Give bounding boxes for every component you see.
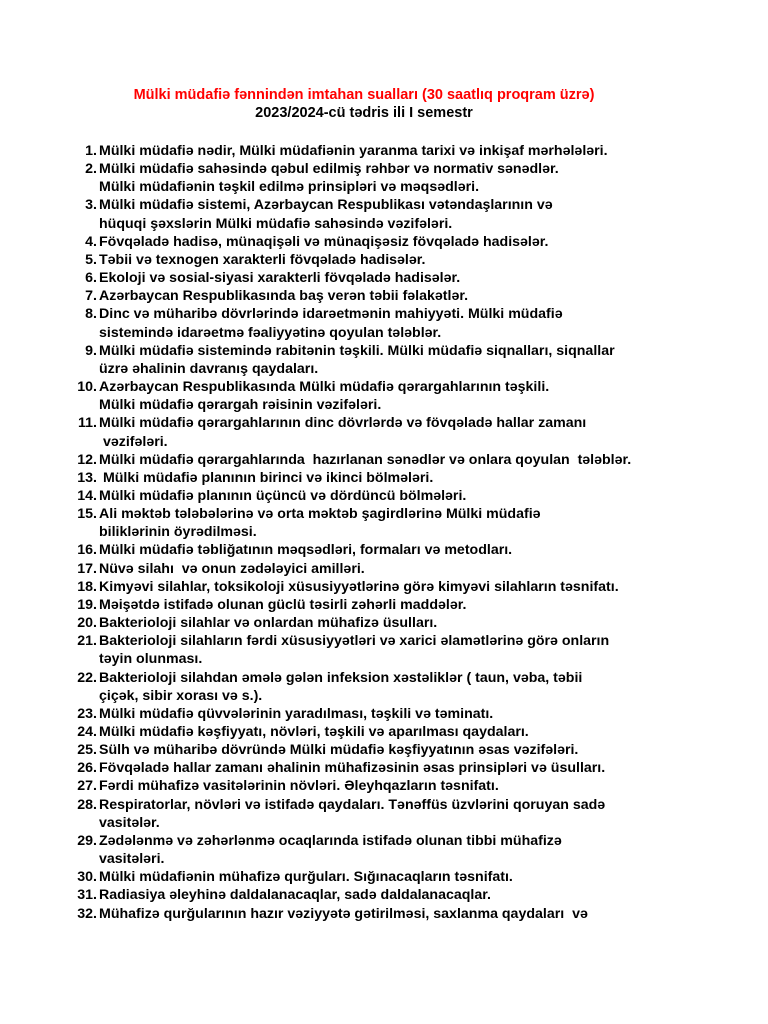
question-text-line: vasitələr. <box>99 814 160 831</box>
question-text-line: hüquqi şəxslərin Mülki müdafiə sahəsində vəzifələri. <box>99 215 453 232</box>
question-number: 14. <box>77 487 97 504</box>
question-text <box>99 669 720 705</box>
question-text <box>99 541 720 559</box>
question-number: 1. <box>85 143 97 159</box>
question-text-line: biliklərinin öyrədilməsi. <box>99 524 257 541</box>
question-item <box>60 469 720 487</box>
question-number: 8. <box>85 306 97 323</box>
question-text-line: Azərbaycan Respublikasında Mülki müdafiə qərargahlarının təşkili. <box>99 379 550 396</box>
question-number: 31. <box>77 887 97 904</box>
question-text <box>99 578 720 596</box>
question-text-line: Nüvə silahı və onun zədələyici amilləri. <box>99 560 365 577</box>
question-item <box>60 669 720 705</box>
question-item <box>60 505 720 541</box>
question-text-line: Sülh və müharibə dövründə Mülki müdafiə kəşfiyyatının əsas vəzifələri. <box>99 742 579 759</box>
question-text-line: vasitələri. <box>99 851 165 868</box>
question-item <box>60 614 720 632</box>
question-text-line: Respiratorlar, növləri və istifadə qaydaları. Tənəffüs üzvlərini qoruyan sadə <box>99 796 606 813</box>
question-item <box>60 233 720 251</box>
question-number: 16. <box>77 542 97 559</box>
question-text <box>99 705 720 723</box>
question-number: 13. <box>77 469 97 486</box>
question-item <box>60 868 720 886</box>
question-number: 26. <box>77 760 97 777</box>
question-text-line: Mülki müdafiə qüvvələrinin yaradılması, təşkili və təminatı. <box>99 705 494 722</box>
question-text <box>99 251 720 269</box>
question-number: 15. <box>77 506 97 523</box>
question-item <box>60 142 720 160</box>
question-number: 5. <box>85 251 97 268</box>
question-text <box>99 741 720 759</box>
question-text <box>99 560 720 578</box>
question-text <box>99 287 720 305</box>
question-text-line: üzrə əhalinin davranış qaydaları. <box>99 360 319 377</box>
question-text-line: Mülki müdafiə təbliğatının məqsədləri, formaları və metodları. <box>99 542 513 559</box>
question-text-line: Mülki müdafiə qərargah rəisinin vəzifələri. <box>99 397 382 414</box>
question-item <box>60 269 720 287</box>
question-text <box>99 233 720 251</box>
question-number: 4. <box>85 233 97 250</box>
question-text-line: Radiasiya əleyhinə daldalanacaqlar, sadə daldalanacaqlar. <box>99 887 491 904</box>
question-item <box>60 342 720 378</box>
question-text <box>99 886 720 904</box>
question-text-line: Məişətdə istifadə olunan güclü təsirli zəhərli maddələr. <box>99 596 467 613</box>
question-number: 30. <box>77 869 97 886</box>
question-text-line: Mülki müdafiə sistemində rabitənin təşkili. Mülki müdafiə siqnalları, siqnallar <box>99 342 615 359</box>
question-text-line: Kimyəvi silahlar, toksikoloji xüsusiyyətlərinə görə kimyəvi silahların təsnifatı. <box>99 578 619 595</box>
question-text-line: Bakterioloji silahlar və onlardan mühafizə üsulları. <box>99 615 438 632</box>
question-number: 6. <box>85 270 97 287</box>
question-number: 23. <box>77 705 97 722</box>
question-text-line: Mülki müdafiə sahəsində qəbul edilmiş rəhbər və normativ sənədlər. <box>99 161 559 178</box>
question-item <box>60 196 720 232</box>
question-text <box>99 632 720 668</box>
question-item <box>60 832 720 868</box>
question-text <box>99 905 720 923</box>
question-item <box>60 487 720 505</box>
question-item <box>60 632 720 668</box>
question-text <box>99 269 720 287</box>
question-number: 21. <box>77 633 97 650</box>
question-item <box>60 251 720 269</box>
question-number: 9. <box>85 342 97 359</box>
document-title: Mülki müdafiə fənnindən imtahan sualları (30 saatlıq proqram üzrə) <box>133 87 595 103</box>
document-subtitle: 2023/2024-cü tədris ili I semestr <box>255 105 473 121</box>
question-text <box>99 414 720 450</box>
question-text-line: Dinc və müharibə dövrlərində idarəetmənin mahiyyəti. Mülki müdafiə <box>99 306 563 323</box>
question-text-line: Mülki müdafiənin mühafizə qurğuları. Sığınacaqların təsnifatı. <box>99 869 513 886</box>
question-text <box>99 777 720 795</box>
question-text <box>99 469 720 487</box>
question-number: 17. <box>77 560 97 577</box>
question-text <box>99 832 720 868</box>
question-number: 24. <box>77 724 97 740</box>
question-number: 29. <box>77 832 97 849</box>
question-text <box>99 868 720 886</box>
question-text-line: vəzifələri. <box>99 433 168 450</box>
question-item <box>60 705 720 723</box>
question-item <box>60 560 720 578</box>
question-number: 19. <box>77 596 97 613</box>
question-item <box>60 796 720 832</box>
question-text-line: Mülki müdafiə planının üçüncü və dördüncü bölmələri. <box>99 487 467 504</box>
question-text-line: sistemində idarəetmə fəaliyyətinə qoyulan tələblər. <box>99 324 442 341</box>
question-text <box>99 342 720 378</box>
question-text-line: Mülki müdafiənin təşkil edilmə prinsipləri və məqsədləri. <box>99 179 480 196</box>
question-item <box>60 741 720 759</box>
question-text-line: Mülki müdafiə sistemi, Azərbaycan Respublikası vətəndaşlarının və <box>99 197 553 214</box>
question-text-line: Təbii və texnogen xarakterli fövqəladə hadisələr. <box>99 251 426 268</box>
question-text-line: Mülki müdafiə kəşfiyyatı, növləri, təşkili və aparılması qaydaları. <box>99 724 529 740</box>
question-number: 27. <box>77 778 97 795</box>
question-item <box>60 541 720 559</box>
question-item <box>60 287 720 305</box>
question-text <box>99 505 720 541</box>
question-text-line: Fövqəladə hadisə, münaqişəli və münaqişəsiz fövqəladə hadisələr. <box>99 233 549 250</box>
question-number: 2. <box>85 161 97 178</box>
question-text-line: Fərdi mühafizə vasitələrinin növləri. Əleyhqazların təsnifatı. <box>99 778 499 795</box>
question-text-line: Ekoloji və sosial-siyasi xarakterli fövqəladə hadisələr. <box>99 270 461 287</box>
question-text <box>99 614 720 632</box>
question-item <box>60 905 720 923</box>
question-item <box>60 160 720 196</box>
question-number: 32. <box>77 905 97 922</box>
question-text <box>99 759 720 777</box>
question-text-line: Ali məktəb tələbələrinə və orta məktəb şagirdlərinə Mülki müdafiə <box>99 506 541 523</box>
question-number: 12. <box>77 451 97 468</box>
question-item <box>60 578 720 596</box>
question-text <box>99 596 720 614</box>
question-text-line: Mülki müdafiə qərargahlarının dinc dövrlərdə və fövqəladə hallar zamanı <box>99 415 587 432</box>
question-item <box>60 378 720 414</box>
question-item <box>60 777 720 795</box>
question-text-line: Bakterioloji silahdan əmələ gələn infeksion xəstəliklər ( taun, vəba, təbii <box>99 669 583 686</box>
question-number: 18. <box>77 578 97 595</box>
question-text-line: Mülki müdafiə nədir, Mülki müdafiənin yaranma tarixi və inkişaf mərhələləri. <box>99 143 608 159</box>
question-text <box>99 451 720 469</box>
question-number: 28. <box>77 796 97 813</box>
question-number: 3. <box>85 197 97 214</box>
question-number: 7. <box>85 288 97 305</box>
question-text <box>99 305 720 341</box>
question-item <box>60 759 720 777</box>
question-text <box>99 160 720 196</box>
question-number: 11. <box>78 415 97 432</box>
question-text-line: Fövqəladə hallar zamanı əhalinin mühafizəsinin əsas prinsipləri və üsulları. <box>99 760 606 777</box>
question-text <box>99 378 720 414</box>
question-text-line: Zədələnmə və zəhərlənmə ocaqlarında istifadə olunan tibbi mühafizə <box>99 832 562 849</box>
question-text <box>99 487 720 505</box>
question-item <box>60 451 720 469</box>
question-number: 10. <box>77 379 97 396</box>
question-item <box>60 305 720 341</box>
question-text <box>99 723 720 741</box>
question-number: 25. <box>77 742 97 759</box>
question-list <box>60 142 720 923</box>
question-number: 22. <box>77 669 97 686</box>
question-text-line: Mühafizə qurğularının hazır vəziyyətə gətirilməsi, saxlanma qaydaları və <box>99 905 588 922</box>
question-item <box>60 886 720 904</box>
question-item <box>60 723 720 741</box>
question-text-line: Mülki müdafiə planının birinci və ikinci bölmələri. <box>99 469 434 486</box>
question-text-line: Azərbaycan Respublikasında baş verən təbii fəlakətlər. <box>99 288 469 305</box>
question-item <box>60 596 720 614</box>
question-item <box>60 414 720 450</box>
question-text <box>99 796 720 832</box>
question-number: 20. <box>77 615 97 632</box>
question-text-line: Bakterioloji silahların fərdi xüsusiyyətləri və xarici əlamətlərinə görə onların <box>99 633 610 650</box>
question-text-line: təyin olunması. <box>99 651 203 668</box>
question-text <box>99 196 720 232</box>
question-text-line: Mülki müdafiə qərargahlarında hazırlanan sənədlər və onlara qoyulan tələblər. <box>99 451 632 468</box>
question-text-line: çiçək, sibir xorası və s.). <box>99 687 263 704</box>
question-text <box>99 142 720 160</box>
